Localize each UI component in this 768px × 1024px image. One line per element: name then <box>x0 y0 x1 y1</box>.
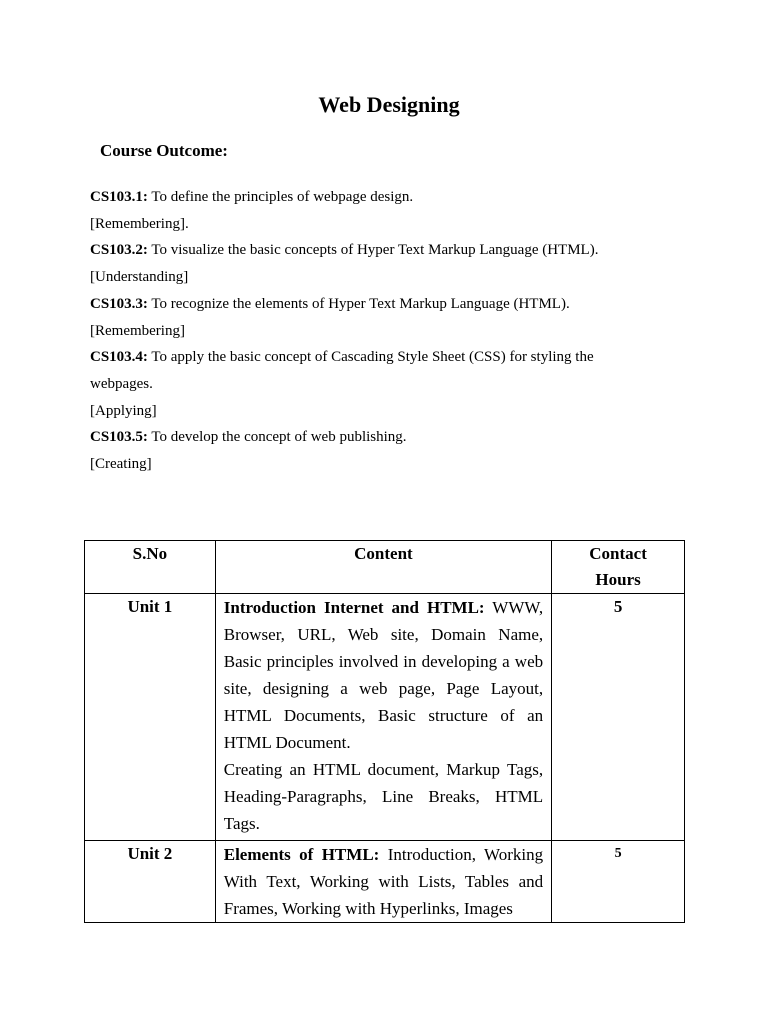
unit-body: WWW, Browser, URL, Web site, Domain Name, Basic principles involved in developing a web site, designing a web page, Page Layout, HTML Documents, Basic structure of an HTML Document. <box>223 598 544 752</box>
unit-body: Introduction, Working With Text, Working with Lists, Tables and Frames, Working with Hyperlinks, Images <box>223 845 544 918</box>
header-content: Content <box>215 541 551 594</box>
outcome-line <box>90 237 690 264</box>
outcome-code: CS103.2: <box>90 242 148 259</box>
outcome-level <box>90 211 690 238</box>
outcome-level <box>90 398 690 425</box>
outcome-text: [Creating] <box>90 456 152 473</box>
content-paragraph <box>224 594 543 756</box>
outcome-level <box>90 318 690 345</box>
outcome-text: [Remembering]. <box>90 215 189 232</box>
header-contact-hours-label: Contact Hours <box>589 544 647 589</box>
content-cell <box>215 594 551 841</box>
outcome-code: CS103.5: <box>90 429 148 446</box>
content-cell <box>215 841 551 923</box>
outcome-text: [Remembering] <box>90 322 185 339</box>
outcome-text: To develop the concept of web publishing. <box>147 429 407 446</box>
outcome-text: To apply the basic concept of Cascading Style Sheet (CSS) for styling the <box>147 349 594 366</box>
unit-cell: Unit 2 <box>85 841 216 923</box>
outcome-line <box>90 291 690 318</box>
header-contact-hours <box>552 541 685 594</box>
course-outcome-heading: Course Outcome: <box>100 141 228 160</box>
outcome-code: CS103.3: <box>90 295 148 312</box>
outcome-code: CS103.1: <box>90 189 148 205</box>
hours-cell: 5 <box>552 594 685 841</box>
content-paragraph <box>224 841 543 922</box>
table-header-row <box>85 541 685 594</box>
outcome-line <box>90 184 690 211</box>
content-paragraph <box>224 756 543 837</box>
outcome-text: webpages. <box>90 375 153 392</box>
outcome-level <box>90 451 690 478</box>
outcome-text: To visualize the basic concepts of Hyper Text Markup Language (HTML). <box>147 242 599 259</box>
outcome-text: [Understanding] <box>90 269 189 286</box>
table-row <box>85 841 685 923</box>
outcome-line <box>90 424 690 451</box>
outcome-line <box>90 344 690 371</box>
hours-cell: 5 <box>552 841 685 923</box>
outcome-text: To define the principles of webpage design. <box>147 189 414 205</box>
outcome-code: CS103.4: <box>90 349 148 366</box>
course-outcomes-list <box>90 184 690 478</box>
unit-body-2: Creating an HTML document, Markup Tags, Heading-Paragraphs, Line Breaks, HTML Tags. <box>223 760 544 833</box>
unit-heading: Elements of HTML: <box>223 845 380 864</box>
outcome-continuation <box>90 371 690 398</box>
header-sno: S.No <box>85 541 216 594</box>
outcome-level <box>90 264 690 291</box>
unit-heading: Introduction Internet and HTML: <box>223 598 485 617</box>
syllabus-table <box>84 540 685 923</box>
unit-cell: Unit 1 <box>85 594 216 841</box>
table-row <box>85 594 685 841</box>
outcome-text: [Applying] <box>90 402 157 419</box>
outcome-text: To recognize the elements of Hyper Text Markup Language (HTML). <box>147 295 570 312</box>
document-title: Web Designing <box>318 92 460 117</box>
